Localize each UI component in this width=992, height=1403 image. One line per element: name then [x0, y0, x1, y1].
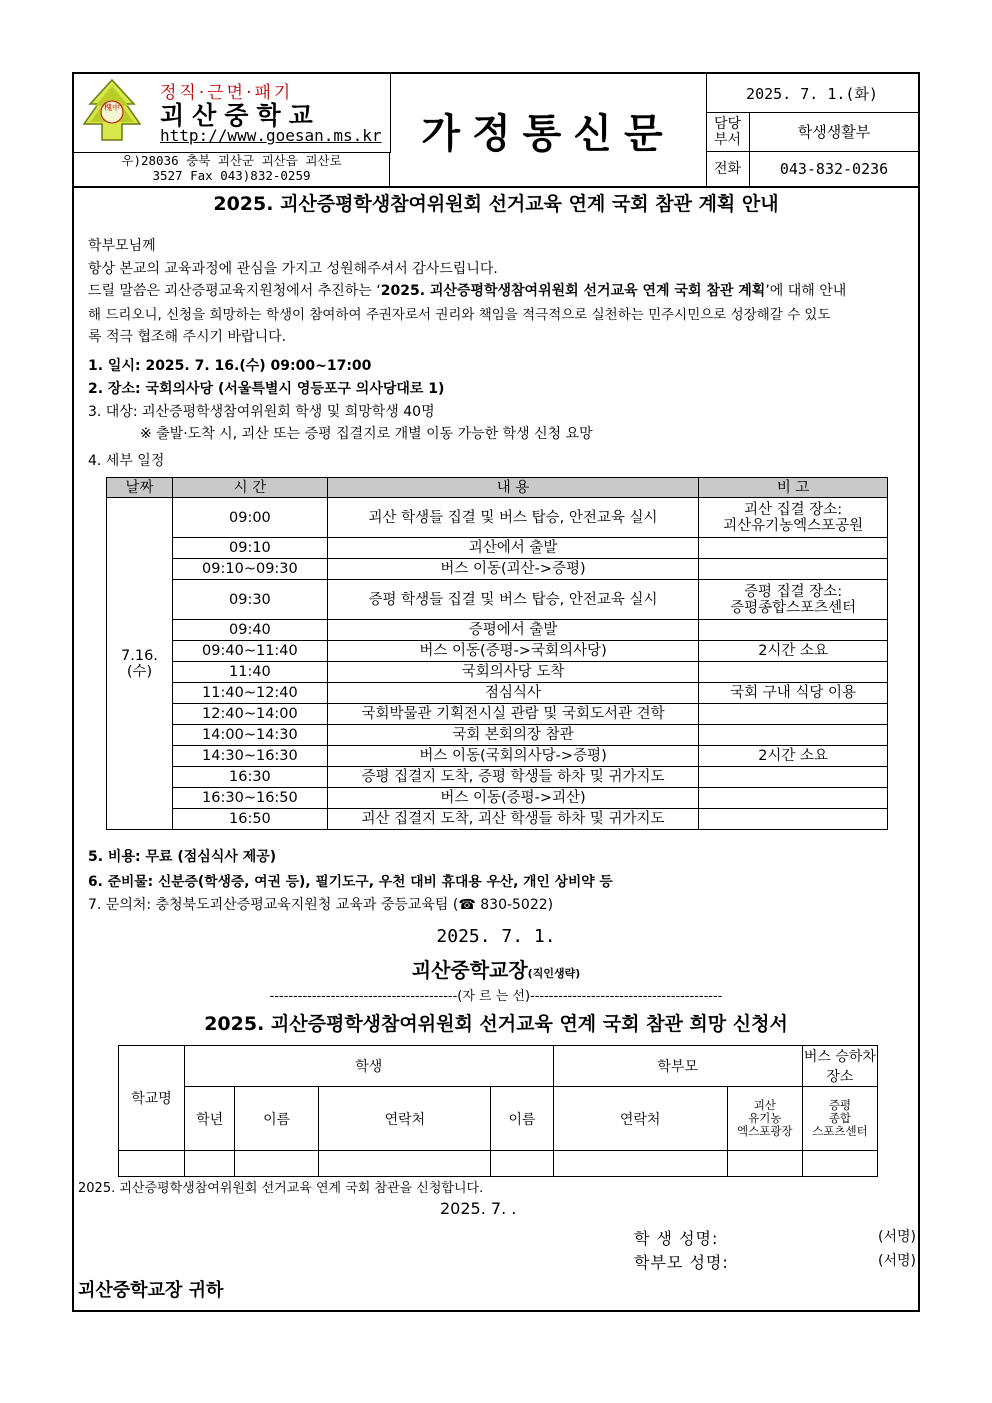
item-schedule-heading: 4. 세부 일정: [88, 453, 165, 469]
col-bus-jeungpyeong: 증평 종합 스포츠센터: [802, 1087, 877, 1151]
svg-text:槐中: 槐中: [104, 103, 120, 112]
schedule-note: [699, 580, 888, 620]
col-student-contact: 연락처: [319, 1087, 491, 1151]
input-grade[interactable]: [185, 1151, 235, 1177]
application-form-table: [118, 1045, 878, 1177]
schedule-row: [107, 788, 888, 809]
schedule-note: [699, 767, 888, 788]
school-slogan: 정직·근면·패기: [160, 83, 294, 103]
schedule-time: 09:40: [172, 620, 327, 641]
schedule-row: [107, 704, 888, 725]
schedule-time: 11:40: [172, 662, 327, 683]
schedule-row: [107, 767, 888, 788]
schedule-row: [107, 641, 888, 662]
schedule-content: 국회 본회의장 참관: [327, 725, 698, 746]
col-school-name: 학교명: [119, 1046, 185, 1151]
schedule-note-line-1: 국회 구내 식당 이용: [730, 685, 857, 701]
schedule-time: 12:40~14:00: [172, 704, 327, 725]
schedule-note: [699, 809, 888, 830]
schedule-row: [107, 725, 888, 746]
header-time: 시 간: [172, 478, 327, 498]
schedule-row: [107, 746, 888, 767]
schedule-row: [107, 662, 888, 683]
schedule-time: 11:40~12:40: [172, 683, 327, 704]
col-bus-goesan: 괴산 유기농 엑스포광장: [727, 1087, 802, 1151]
input-student-contact[interactable]: [319, 1151, 491, 1177]
input-bus-goesan[interactable]: [727, 1151, 802, 1177]
application-date: 2025. 7. .: [440, 1199, 517, 1218]
parent-sign-mark: (서명): [878, 1253, 916, 1269]
schedule-time: 09:10~09:30: [172, 559, 327, 580]
group-parent: 학부모: [553, 1046, 802, 1087]
header-date: 날짜: [107, 478, 173, 498]
schedule-note: [699, 704, 888, 725]
schedule-time: 09:10: [172, 538, 327, 559]
para2-text-a: 드릴 말씀은 괴산증평교육지원청에서 추진하는 ‘: [88, 283, 381, 299]
principal-signature: [74, 954, 918, 983]
col-student-name: 이름: [235, 1087, 319, 1151]
schedule-row: [107, 580, 888, 620]
paragraph-2-line-3: 록 적극 협조해 주시기 바랍니다.: [88, 329, 287, 345]
schedule-content: 점심식사: [327, 683, 698, 704]
item-contact: 7. 문의처: 충청북도괴산증평교육지원청 교육과 중등교육팀 (☎ 830-5022): [88, 897, 554, 913]
schedule-row: [107, 559, 888, 580]
schedule-note: [699, 788, 888, 809]
group-bus-stop: 버스 승하차 장소: [802, 1046, 877, 1087]
schedule-content: 버스 이동(괴산->증평): [327, 559, 698, 580]
schedule-note-line-2: 괴산유기농엑스포공원: [723, 517, 864, 534]
schedule-content: 증평 학생들 집결 및 버스 탑승, 안전교육 실시: [327, 580, 698, 620]
schedule-note-line-1: 2시간 소요: [758, 643, 829, 659]
input-parent-name[interactable]: [491, 1151, 553, 1177]
para2-text-bold: 2025. 괴산증평학생참여위원회 선거교육 연계 국회 참관 계획: [380, 283, 766, 299]
department-value: 학생생활부: [750, 112, 918, 152]
issue-date: 2025. 7. 1.(화): [706, 74, 918, 113]
schedule-note: [699, 746, 888, 767]
item-supplies: 6. 준비물: 신분증(학생증, 여권 등), 필기도구, 우천 대비 휴대용 우산, 개인 상비약 등: [88, 874, 613, 890]
schedule-time: 09:40~11:40: [172, 641, 327, 662]
application-entry-row[interactable]: [119, 1151, 878, 1177]
col-parent-contact: 연락처: [553, 1087, 727, 1151]
school-address: [74, 152, 390, 186]
school-logo-block: [74, 74, 391, 153]
schedule-content: 증평 집결지 도착, 증평 학생들 하차 및 귀가지도: [327, 767, 698, 788]
schedule-note: [699, 620, 888, 641]
input-school-name[interactable]: [119, 1151, 185, 1177]
paragraph-2-line-1: [88, 280, 846, 300]
schedule-body: [107, 498, 888, 830]
schedule-note: [699, 538, 888, 559]
header-content: 내 용: [327, 478, 698, 498]
schedule-content: 국회의사당 도착: [327, 662, 698, 683]
schedule-row: [107, 683, 888, 704]
paragraph-2-line-2: 해 드리오니, 신청을 희망하는 학생이 참여하여 주권자로서 권리와 책임을 적극적으로 실천하는 민주시민으로 성장해갈 수 있도: [88, 307, 831, 323]
item-cost: 5. 비용: 무료 (점심식사 제공): [88, 849, 277, 865]
schedule-time: 16:50: [172, 809, 327, 830]
schedule-note: [699, 662, 888, 683]
schedule-time: 16:30: [172, 767, 327, 788]
phone-value: 043-832-0236: [779, 160, 889, 178]
schedule-note: [699, 559, 888, 580]
newsletter-title: 가정통신문: [390, 74, 707, 186]
item-location: 2. 장소: 국회의사당 (서울특별시 영등포구 의사당대로 1): [88, 381, 445, 397]
schedule-time: 14:30~16:30: [172, 746, 327, 767]
schedule-time: 09:30: [172, 580, 327, 620]
schedule-date-cell: [107, 498, 173, 830]
student-sign-label: 학 생 성명:: [634, 1229, 719, 1248]
schedule-time: 09:00: [172, 498, 327, 538]
input-parent-contact[interactable]: [553, 1151, 727, 1177]
schedule-header-row: [107, 478, 888, 498]
document-page: [72, 72, 920, 1312]
phone-label: 전화: [706, 152, 750, 186]
header: [74, 74, 918, 188]
item-target: 3. 대상: 괴산증평학생참여위원회 학생 및 희망학생 40명: [88, 404, 435, 420]
schedule-content: 버스 이동(국회의사당->증평): [327, 746, 698, 767]
school-website-link[interactable]: http://www.goesan.ms.kr: [160, 126, 382, 145]
schedule-note: [699, 725, 888, 746]
schedule-content: 괴산에서 출발: [327, 538, 698, 559]
cut-line: ----------------------------------------(자 르 는 선)-----------------------------------------: [269, 989, 723, 1004]
schedule-content: 증평에서 출발: [327, 620, 698, 641]
header-note: 비 고: [699, 478, 888, 498]
schedule-content: 버스 이동(증평->국회의사당): [327, 641, 698, 662]
schedule-time: 14:00~14:30: [172, 725, 327, 746]
schedule-note: [699, 498, 888, 538]
schedule-content: 국회박물관 기획전시실 관람 및 국회도서관 견학: [327, 704, 698, 725]
item-target-note: ※ 출발·도착 시, 괴산 또는 증평 집결지로 개별 이동 가능한 학생 신청 요망: [140, 426, 593, 442]
input-student-name[interactable]: [235, 1151, 319, 1177]
address-line-1: 우)28036 충북 괴산군 괴산읍 괴산로: [121, 153, 342, 168]
greeting: 학부모님께: [88, 238, 156, 254]
schedule-note-line-1: 증평 집결 장소:: [744, 583, 843, 600]
para2-text-c: ’에 대해 안내: [765, 283, 847, 299]
parent-sign-label: 학부모 성명:: [634, 1253, 729, 1272]
schedule-content: 버스 이동(증평->괴산): [327, 788, 698, 809]
schedule-note-line-1: 2시간 소요: [758, 748, 829, 764]
student-sign-mark: (서명): [878, 1229, 916, 1245]
schedule-day: (수): [126, 663, 153, 680]
schedule-row: [107, 538, 888, 559]
item-date: 1. 일시: 2025. 7. 16.(수) 09:00~17:00: [88, 358, 372, 374]
addressee: 괴산중학교장 귀하: [78, 1280, 224, 1301]
schedule-row: [107, 498, 888, 538]
application-title: 2025. 괴산증평학생참여위원회 선거교육 연계 국회 참관 희망 신청서: [204, 1013, 788, 1035]
col-grade: 학년: [185, 1087, 235, 1151]
principal-title: 괴산중학교장: [411, 958, 528, 982]
col-parent-name: 이름: [491, 1087, 553, 1151]
school-name: 괴산중학교: [160, 101, 321, 130]
school-emblem-icon: [82, 78, 142, 146]
application-statement: 2025. 괴산증평학생참여위원회 선거교육 연계 국회 참관을 신청합니다.: [78, 1181, 484, 1196]
group-student: 학생: [185, 1046, 553, 1087]
schedule-time: 16:30~16:50: [172, 788, 327, 809]
address-line-2: 3527 Fax 043)832-0259: [152, 168, 311, 183]
schedule-note: [699, 641, 888, 662]
schedule-note-line-1: 괴산 집결 장소:: [744, 501, 843, 518]
department-label: 담당 부서: [706, 112, 750, 152]
schedule-table: [106, 477, 888, 830]
schedule-row: [107, 809, 888, 830]
schedule-content: 괴산 집결지 도착, 괴산 학생들 하차 및 귀가지도: [327, 809, 698, 830]
schedule-note-line-2: 증평종합스포츠센터: [730, 599, 857, 616]
notice-title: 2025. 괴산증평학생참여위원회 선거교육 연계 국회 참관 계획 안내: [213, 193, 779, 215]
seal-omitted-note: (직인생략): [527, 967, 581, 980]
input-bus-jeungpyeong[interactable]: [802, 1151, 877, 1177]
paragraph-1: 항상 본교의 교육과정에 관심을 가지고 성원해주셔서 감사드립니다.: [88, 261, 498, 277]
schedule-note: [699, 683, 888, 704]
schedule-date: 7.16.: [121, 647, 158, 664]
schedule-row: [107, 620, 888, 641]
sign-date: 2025. 7. 1.: [436, 926, 556, 947]
schedule-content: 괴산 학생들 집결 및 버스 탑승, 안전교육 실시: [327, 498, 698, 538]
